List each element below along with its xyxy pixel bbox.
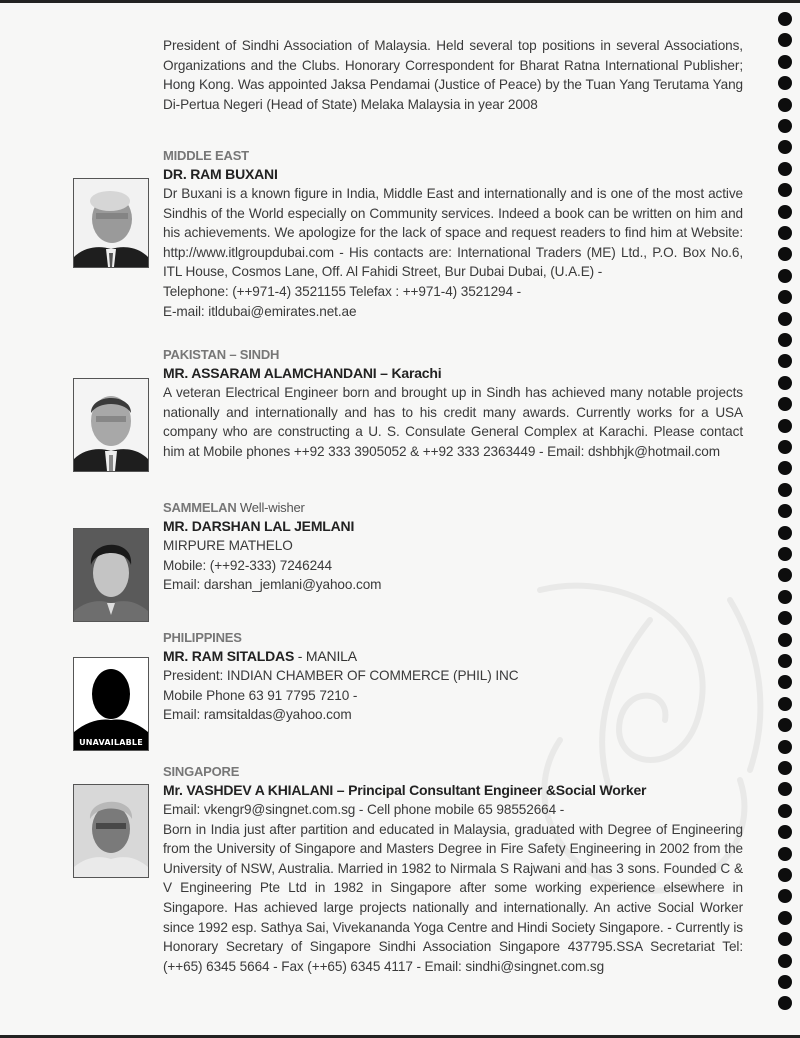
- binding-hole: [778, 119, 792, 133]
- person-bio: Born in India just after partition and educated in Malaysia, graduated with Degree of Engineering from the University of Singapore and Masters Degree in Fire Safety Engineering in 2002 from the University of NSW, Australia. Married in 1982 to Nirmala S Rajwani and has 3 sons. Founded C & V Engineering Pte Ltd in 1982 in Singapore after some working experience elsewhere in Singapore. Has achieved large projects nationally and internationally. An active Social Worker since 1992 esp. Sathya Sai, Vivekananda Yoga Centre and Hindi Society Singapore. - Currently is Honorary Secretary of Singapore Sindhi Association Singapore 437795.SSA Secretariat Tel: (++65) 6345 5664 - Fax (++65) 6345 4117 - Email: sindhi@singnet.com.sg: [163, 821, 743, 974]
- region-heading-main: SAMMELAN: [163, 500, 237, 515]
- entry-pakistan-sindh: [163, 346, 743, 461]
- region-role: Well-wisher: [236, 500, 305, 515]
- portrait-icon: [74, 179, 148, 267]
- binding-hole: [778, 911, 792, 925]
- binding-hole: [778, 847, 792, 861]
- binding-hole: [778, 162, 792, 176]
- intro-section: [163, 36, 743, 114]
- entry-philippines: [163, 629, 743, 725]
- entry-sammelan: [163, 499, 743, 595]
- title-line: President: INDIAN CHAMBER OF COMMERCE (PHIL) INC: [163, 668, 519, 683]
- binding-hole: [778, 526, 792, 540]
- entry-middle-east: [163, 147, 743, 321]
- person-name: [163, 647, 743, 666]
- person-bio: Dr Buxani is a known figure in India, Middle East and internationally and is one of the most active Sindhis of the World especially on Community services. Indeed a book can be written on him and his achievements. We apologize for the lack of space and request readers to find him at Website: http://www.itlgroupdubai.com - His contacts are: International Traders (ME) Ltd., P.O. Box No.6, ITL House, Cosmos Lane, Off. Al Fahidi Street, Bur Dubai Dubai, (U.A.E) -: [163, 186, 743, 280]
- portrait-icon: [74, 529, 148, 621]
- binding-hole: [778, 590, 792, 604]
- binding-hole: [778, 975, 792, 989]
- photo-darshan-lal-jemlani: [73, 528, 149, 622]
- contact-line: Email: vkengr9@singnet.com.sg - Cell phone mobile 65 98552664 -: [163, 802, 565, 817]
- binding-hole: [778, 504, 792, 518]
- binding-hole: [778, 205, 792, 219]
- binding-hole: [778, 354, 792, 368]
- binding-hole: [778, 675, 792, 689]
- binding-hole: [778, 633, 792, 647]
- person-title: – Principal Consultant Engineer &Social Worker: [333, 782, 647, 798]
- person-name: MR. DARSHAN LAL JEMLANI: [163, 518, 355, 534]
- photo-assaram-alamchandani: [73, 378, 149, 472]
- binding-hole: [778, 889, 792, 903]
- binding-hole: [778, 483, 792, 497]
- binding-hole: [778, 269, 792, 283]
- spiral-binding: [775, 12, 795, 1032]
- person-city: - MANILA: [294, 648, 357, 664]
- location-line: MIRPURE MATHELO: [163, 538, 293, 553]
- portrait-icon: [74, 785, 148, 877]
- binding-hole: [778, 76, 792, 90]
- binding-hole: [778, 226, 792, 240]
- binding-hole: [778, 825, 792, 839]
- unavailable-label: UNAVAILABLE: [79, 738, 143, 747]
- binding-hole: [778, 55, 792, 69]
- person-name: DR. RAM BUXANI: [163, 166, 278, 182]
- binding-hole: [778, 611, 792, 625]
- binding-hole: [778, 782, 792, 796]
- mobile-line: Mobile: (++92-333) 7246244: [163, 557, 332, 573]
- entry-singapore: [163, 763, 743, 976]
- binding-hole: [778, 804, 792, 818]
- region-heading: [163, 499, 743, 517]
- binding-hole: [778, 333, 792, 347]
- region-heading: PHILIPPINES: [163, 630, 242, 645]
- binding-hole: [778, 761, 792, 775]
- binding-hole: [778, 440, 792, 454]
- person-name-main: Mr. VASHDEV A KHIALANI: [163, 782, 334, 798]
- silhouette-icon: [74, 658, 148, 750]
- top-page-edge: [0, 0, 800, 3]
- email-line: E-mail: itldubai@emirates.net.ae: [163, 303, 357, 319]
- person-name-main: MR. RAM SITALDAS: [163, 648, 295, 664]
- binding-hole: [778, 290, 792, 304]
- binding-hole: [778, 954, 792, 968]
- binding-hole: [778, 12, 792, 26]
- portrait-icon: [74, 379, 148, 471]
- binding-hole: [778, 718, 792, 732]
- person-city: – Karachi: [376, 365, 442, 381]
- email-line: Email: darshan_jemlani@yahoo.com: [163, 577, 382, 593]
- photo-ram-buxani: [73, 178, 149, 268]
- binding-hole: [778, 547, 792, 561]
- binding-hole: [778, 140, 792, 154]
- binding-hole: [778, 654, 792, 668]
- binding-hole: [778, 461, 792, 475]
- mobile-line: Mobile Phone 63 91 7795 7210 -: [163, 687, 358, 703]
- binding-hole: [778, 376, 792, 390]
- binding-hole: [778, 312, 792, 326]
- region-heading: PAKISTAN – SINDH: [163, 347, 280, 362]
- photo-vashdev-khialani: [73, 784, 149, 878]
- region-heading: SINGAPORE: [163, 764, 240, 779]
- binding-hole: [778, 98, 792, 112]
- binding-hole: [778, 397, 792, 411]
- binding-hole: [778, 932, 792, 946]
- binding-hole: [778, 247, 792, 261]
- binding-hole: [778, 697, 792, 711]
- binding-hole: [778, 568, 792, 582]
- binding-hole: [778, 868, 792, 882]
- region-heading: MIDDLE EAST: [163, 148, 249, 163]
- binding-hole: [778, 419, 792, 433]
- photo-ram-sitaldas-unavailable: [73, 657, 149, 751]
- telephone-line: Telephone: (++971-4) 3521155 Telefax : ++971-4) 3521294 -: [163, 283, 522, 299]
- binding-hole: [778, 996, 792, 1010]
- person-name: [163, 364, 743, 383]
- binding-hole: [778, 740, 792, 754]
- person-name-main: MR. ASSARAM ALAMCHANDANI: [163, 365, 377, 381]
- intro-paragraph: President of Sindhi Association of Malaysia. Held several top positions in several Associations, Organizations and the Clubs. Honorary Correspondent for Bharat Ratna International Publisher; Hong Kong. Was appointed Jaksa Pendamai (Justice of Peace) by the Tuan Yang Terutama Yang Di-Pertua Negeri (Head of State) Melaka Malaysia in year 2008: [163, 38, 743, 112]
- binding-hole: [778, 183, 792, 197]
- email-line: Email: ramsitaldas@yahoo.com: [163, 707, 352, 723]
- binding-hole: [778, 33, 792, 47]
- person-bio: A veteran Electrical Engineer born and brought up in Sindh has achieved many notable projects nationally and internationally and has to his credit many awards. Currently works for a USA company who are constructing a U. S. Consulate General Complex at Karachi. Please contact him at Mobile phones ++92 333 3905052 & ++92 333 2363449 - Email: dshbhjk@hotmail.com: [163, 385, 743, 459]
- person-name: [163, 781, 743, 800]
